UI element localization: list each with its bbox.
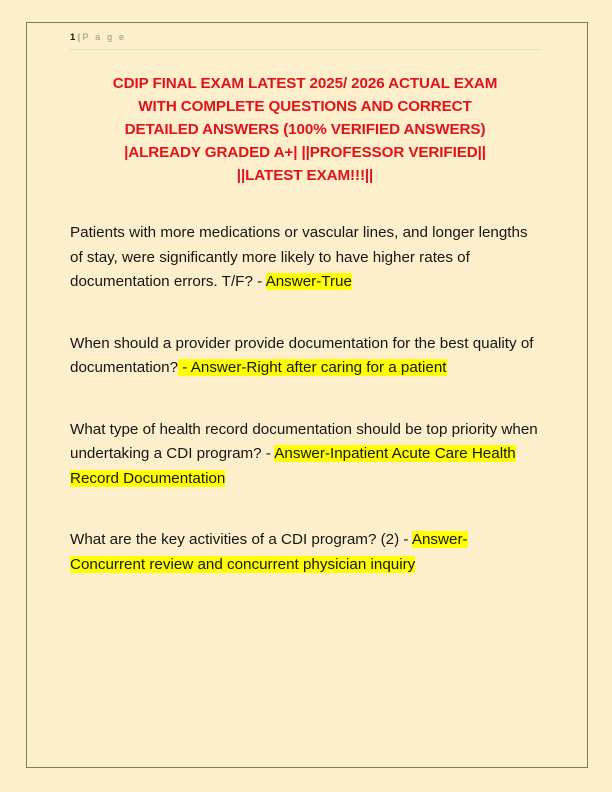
title-line-4: |ALREADY GRADED A+| ||PROFESSOR VERIFIED|| bbox=[124, 144, 486, 161]
header-separator: | bbox=[77, 32, 81, 42]
answer-highlight: Answer-Concurrent review and concurrent physician inquiry bbox=[70, 531, 468, 573]
question-text: What are the key activities of a CDI program? (2) - bbox=[70, 531, 412, 548]
question-text: Patients with more medications or vascular lines, and longer lengths of stay, were significantly more likely to have higher rates of documentation errors. T/F? - bbox=[70, 224, 528, 290]
title-line-3: DETAILED ANSWERS (100% VERIFIED ANSWERS) bbox=[124, 121, 486, 138]
qa-block bbox=[70, 221, 540, 295]
question-text: When should a provider provide documentation for the best quality of documentation? bbox=[70, 334, 534, 376]
header-page-word: P a g e bbox=[82, 32, 127, 42]
document-title bbox=[70, 72, 540, 187]
question-text: What type of health record documentation should be top priority when undertaking a CDI program? - bbox=[70, 420, 538, 462]
title-line-2: WITH COMPLETE QUESTIONS AND CORRECT bbox=[138, 98, 472, 115]
answer-highlight: Answer-True bbox=[265, 273, 352, 290]
title-line-5: ||LATEST EXAM!!!|| bbox=[236, 167, 374, 184]
header-divider bbox=[70, 49, 540, 50]
running-header bbox=[70, 22, 540, 43]
qa-block bbox=[70, 332, 540, 381]
header-page-number: 1 bbox=[70, 32, 76, 43]
title-line-1: CDIP FINAL EXAM LATEST 2025/ 2026 ACTUAL EXAM bbox=[112, 75, 498, 92]
qa-block bbox=[70, 528, 540, 577]
page-content bbox=[70, 22, 540, 577]
qa-block bbox=[70, 418, 540, 492]
answer-highlight: - Answer-Right after caring for a patient bbox=[178, 359, 447, 376]
qa-list bbox=[70, 221, 540, 577]
answer-highlight: Answer-Inpatient Acute Care Health Record Documentation bbox=[70, 445, 516, 487]
